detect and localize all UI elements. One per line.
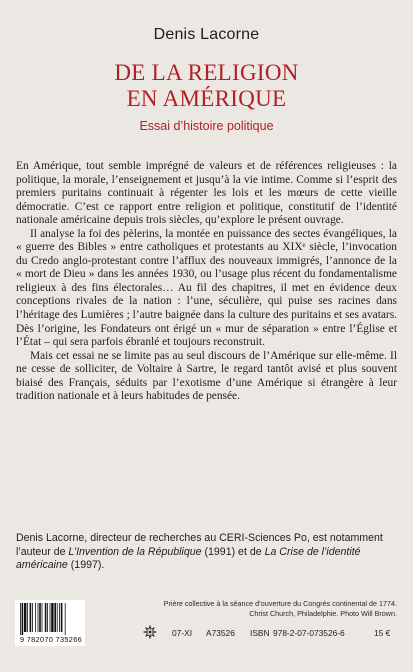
barcode-bar: [42, 603, 43, 632]
footer-price: 15 €: [374, 628, 391, 638]
barcode-bar: [27, 603, 28, 632]
book-subtitle: Essai d’histoire politique: [139, 119, 274, 133]
barcode-bar: [57, 603, 58, 632]
book-title-line-2: EN AMÉRIQUE: [126, 86, 287, 111]
barcode-bars: [19, 603, 81, 635]
barcode-bar: [45, 603, 47, 632]
footer-code: 07-XI: [172, 628, 193, 638]
publisher-logo-icon: [143, 625, 157, 639]
blurb: [16, 160, 397, 404]
barcode-bar: [61, 603, 63, 632]
bio-text-2: (1991) et de: [201, 545, 265, 558]
photo-caption-line-1: Prière collective à la séance d’ouverture du Congrès continental de 1774.: [163, 599, 397, 608]
blurb-paragraph-1: En Amérique, tout semble imprégné de valeurs et de références religieuses : la politique, la morale, l’enseignement et jusqu’à la vie intime. Comme si l’esprit des premiers puritains continuait à régenter les lois et les mœurs de cette vieille démocratie. C’est ce rapport entre religion et politique, constitutif de l’identité nationale américaine depuis trois siècles, qu’explore le présent ouvrage.: [16, 160, 397, 227]
barcode-bar: [47, 603, 48, 632]
barcode-bar: [38, 603, 39, 632]
barcode-bar: [54, 603, 56, 632]
photo-caption-line-2: Christ Church, Philadelphie. Photo Will Brown.: [249, 608, 397, 618]
footer-isbn-label: ISBN: [250, 628, 270, 638]
footer-ref: A73526: [206, 628, 235, 638]
barcode-bar: [59, 603, 60, 632]
author-name: Denis Lacorne: [153, 26, 260, 43]
bio-book-title-2: La Crise de l’identité américaine: [16, 545, 361, 571]
barcode-bar: [39, 603, 41, 632]
barcode-bar: [50, 603, 51, 632]
barcode-bar: [51, 603, 53, 632]
barcode-bar: [32, 603, 33, 632]
author-bio-text: [16, 532, 397, 573]
barcode-bar: [20, 603, 21, 635]
barcode-bar: [24, 603, 26, 632]
barcode-bar: [22, 603, 24, 635]
photo-caption: [97, 599, 397, 618]
barcode-bar: [30, 603, 32, 632]
barcode-bar: [65, 603, 66, 635]
footer-isbn: 978-2-07-073526-6: [273, 628, 345, 638]
bio-book-title-1: L’Invention de la République: [68, 545, 202, 558]
bio-text-1: Denis Lacorne, directeur de recherches au CERI-Sciences Po, est notamment l’auteur de: [16, 532, 383, 558]
bio-text-3: (1997).: [67, 559, 105, 571]
author-bio: [16, 532, 397, 573]
barcode-bar: [35, 603, 36, 632]
blurb-paragraph-3: Mais cet essai ne se limite pas au seul discours de l’Amérique sur elle-même. Il ne cesse de solliciter, de Voltaire à Sartre, le regard tantôt avisé et plus souvent biaisé des Français, séduits par l’exotisme d’une Amérique si étrangère à leur tradition nationale et à leurs habitudes de pensée.: [16, 349, 397, 403]
book-title-line-1: DE LA RELIGION: [114, 60, 299, 85]
barcode-number: 9 782070 735266: [19, 635, 83, 644]
blurb-paragraph-2: Il analyse la foi des pèlerins, la montée en puissance des sectes évangéliques, la « guerre des Bibles » entre catholiques et protestants au XIXᵉ siècle, l’invocation du Credo anglo-protestant contre l’afflux des nouveaux immigrés, l’annonce de la « mort de Dieu » dans les années 1930, ou l’usage plus récent du fondamentalisme religieux à des fins électorales… Au fil des chapitres, il met en évidence deux conceptions rivales de la nation : l’une, séculière, qui puise ses racines dans l’héritage des Lumières ; l’autre baignée dans la culture des puritains et ses avatars. Dès l’origine, les Fondateurs ont érigé un « mur de séparation » entre l’Église et l’État – qui sera parfois ébranlé et toujours reconstruit.: [16, 227, 397, 349]
barcode: [15, 600, 85, 646]
